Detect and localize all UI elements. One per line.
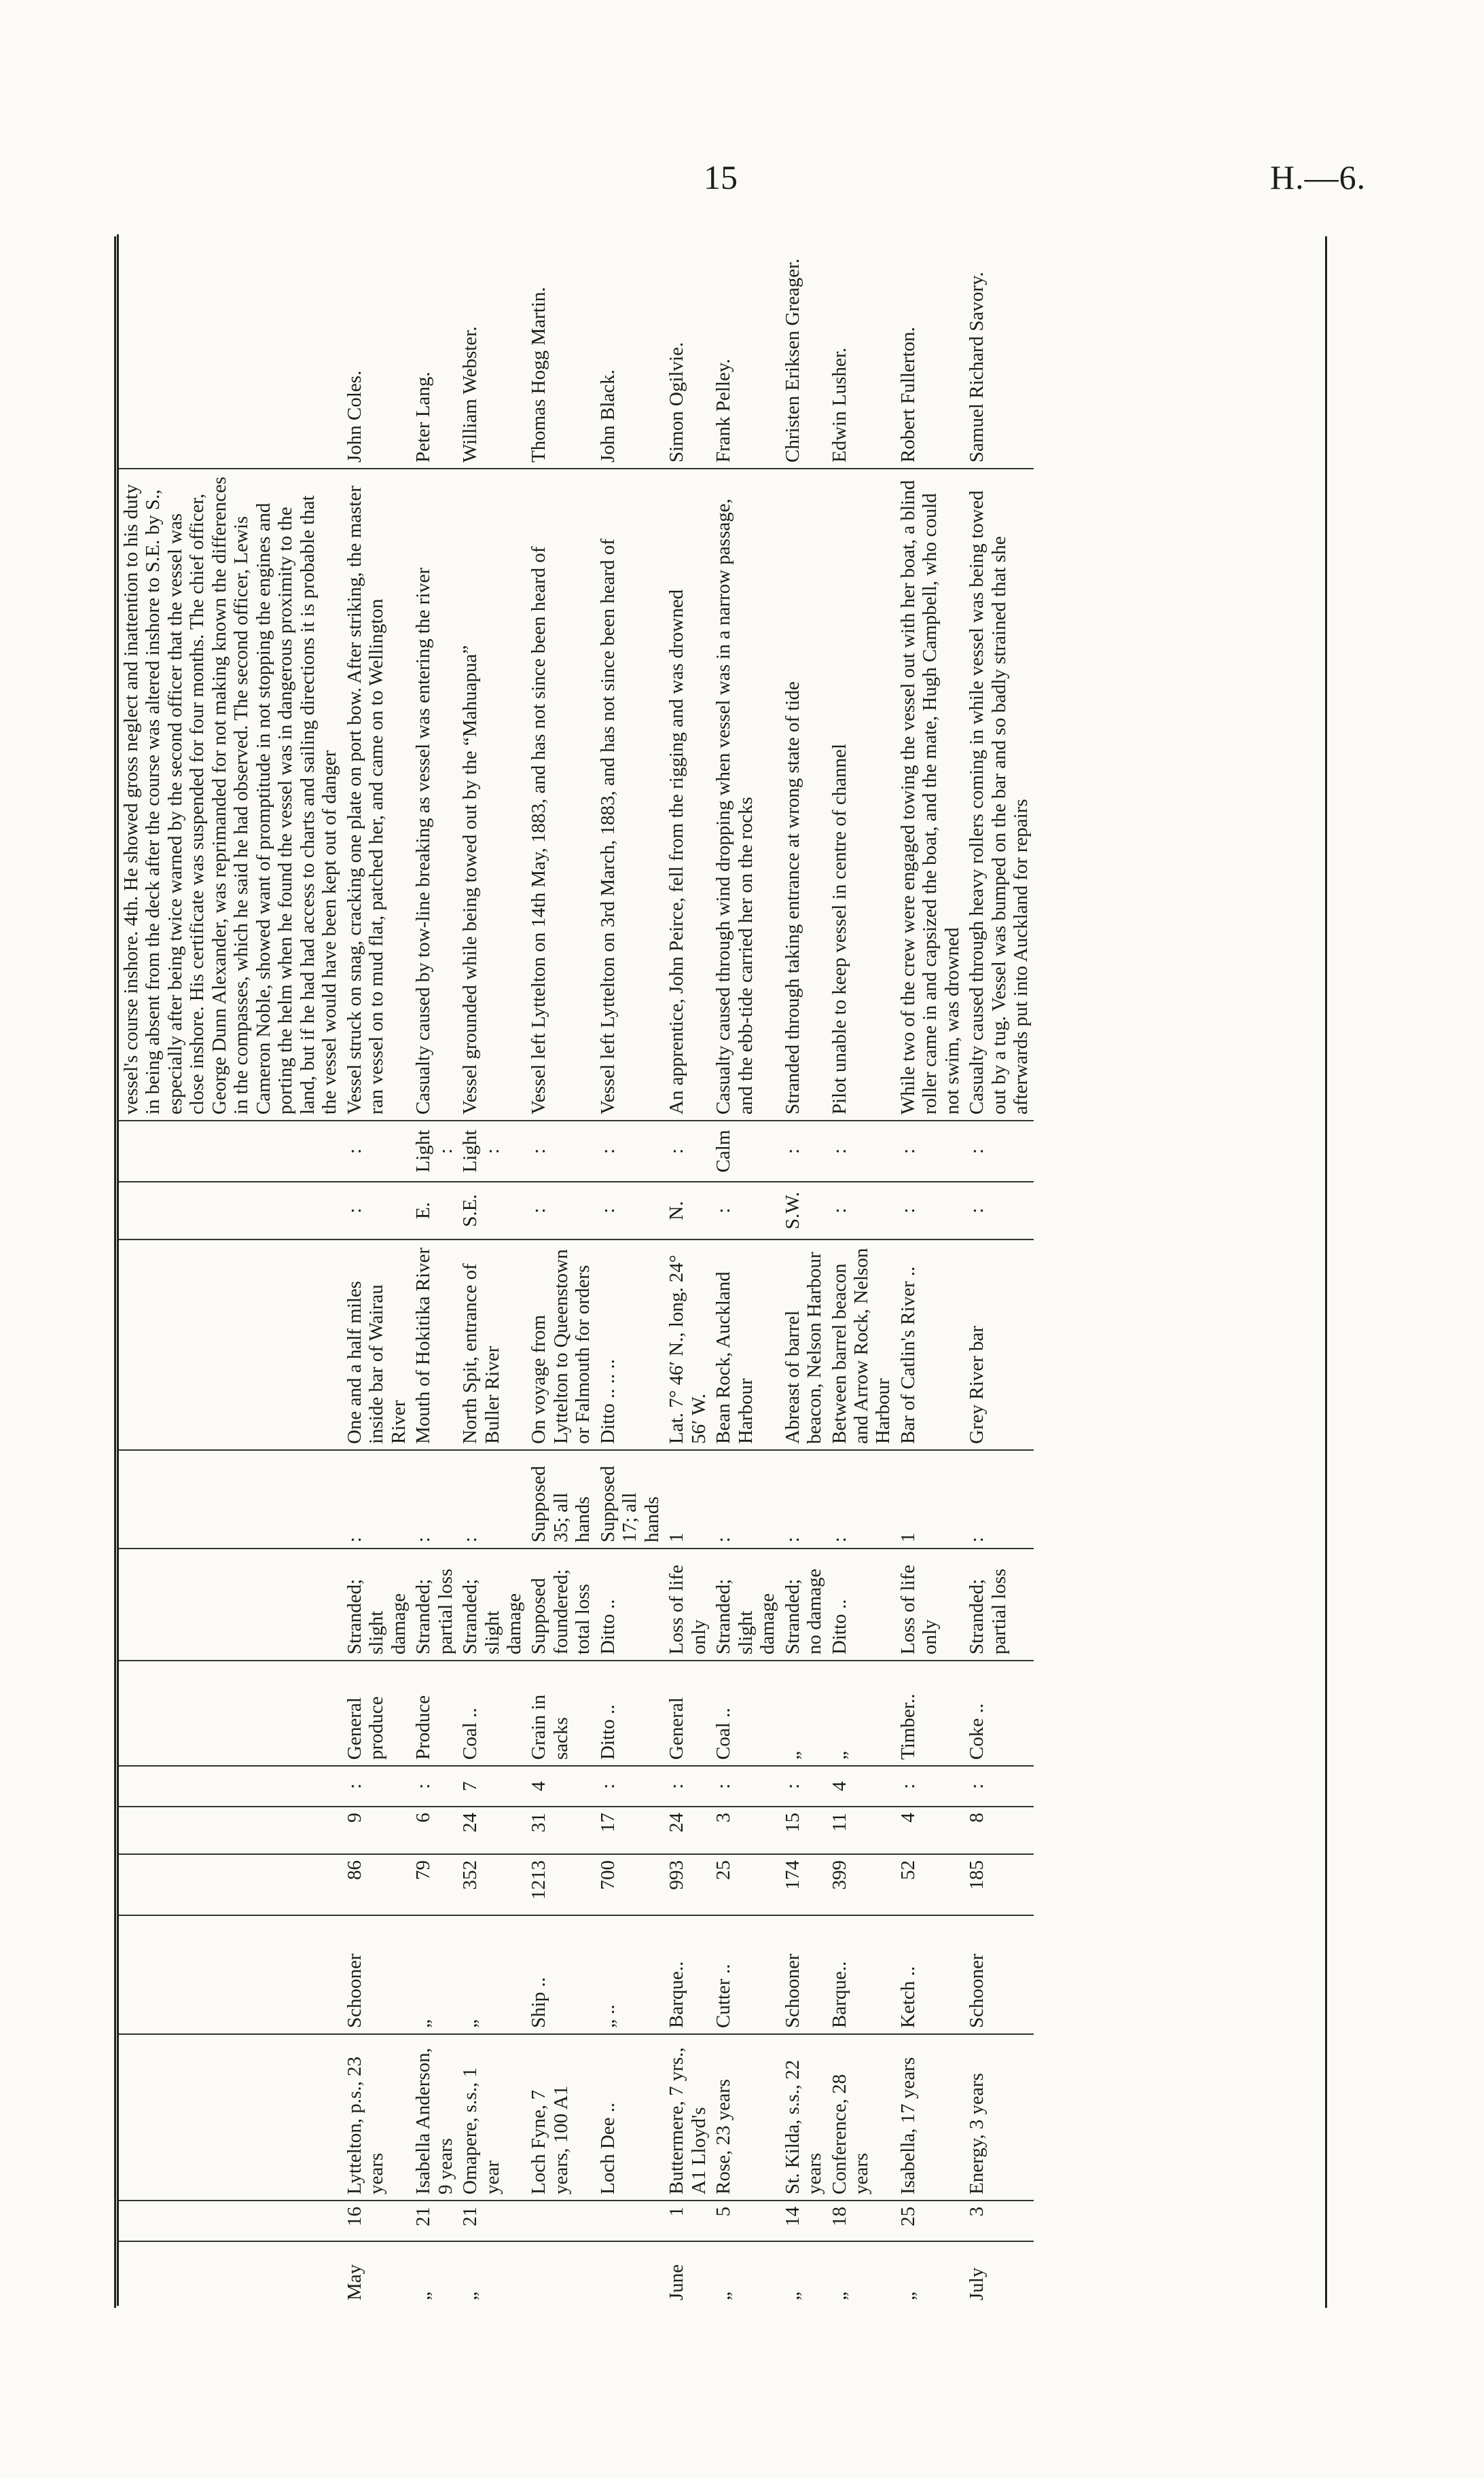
day-cell: 25 xyxy=(896,2201,964,2241)
cargo-cell: Coke .. xyxy=(964,1661,1033,1766)
table-row xyxy=(664,234,711,2306)
cause-cell: While two of the crew were engaged towing the vessel out with her boat, a blind roller came in and capsized the boat, and the mate, Hugh Campbell, who could not swim, was drowned xyxy=(896,469,964,1121)
cause-cell: Vessel struck on snag, cracking one plate on port bow. After striking, the master ran vessel on to mud flat, patched her, and came on to Wellington xyxy=(342,469,411,1121)
tonnage-cell: 174 xyxy=(780,1854,827,1915)
cargo-cell: Timber.. xyxy=(896,1661,964,1766)
wind-direction-cell: S.E. xyxy=(458,1182,526,1240)
vessel-cell: St. Kilda, s.s., 22 years xyxy=(780,2034,827,2201)
wind-direction-cell: E. xyxy=(411,1182,458,1240)
cause-cell: Stranded through taking entrance at wrong state of tide xyxy=(780,469,827,1121)
nature-of-casualty-cell: Ditto .. xyxy=(596,1549,664,1661)
place-cell: Grey River bar xyxy=(964,1240,1033,1450)
cause-cell: Vessel grounded while being towed out by the “Mahuapua” xyxy=(458,469,526,1121)
vessel-cell: Energy, 3 years xyxy=(964,2034,1033,2201)
nature-of-casualty-cell: Ditto .. xyxy=(827,1549,896,1661)
rig-cell: „ .. xyxy=(596,1915,664,2034)
cargo-cell: „ xyxy=(827,1661,896,1766)
vessel-cell: Buttermere, 7 yrs., A1 Lloyd's xyxy=(664,2034,711,2201)
place-cell: Bean Rock, Auckland Harbour xyxy=(711,1240,780,1450)
master-cell: Simon Ogilvie. xyxy=(664,234,711,469)
rig-cell: Schooner xyxy=(780,1915,827,2034)
rig-cell: Schooner xyxy=(964,1915,1033,2034)
nature-of-casualty-cell: Stranded; slight damage xyxy=(458,1549,526,1661)
day-cell xyxy=(526,2201,595,2241)
place-cell: Mouth of Hokitika River xyxy=(411,1240,458,1450)
tonnage-cell: 700 xyxy=(596,1854,664,1915)
tonnage-cell: 52 xyxy=(896,1854,964,1915)
lives-lost-cell xyxy=(119,1450,342,1549)
table-row xyxy=(411,234,458,2306)
page-number: 15 xyxy=(704,158,738,196)
table-row xyxy=(458,234,526,2306)
place-cell: Ditto .. .. .. xyxy=(596,1240,664,1450)
table-row xyxy=(119,234,342,2306)
cargo-cell: Coal .. xyxy=(458,1661,526,1766)
month-cell: „ xyxy=(781,2292,803,2300)
lives-lost-cell: : xyxy=(964,1450,1033,1549)
wind-direction-cell xyxy=(119,1182,342,1240)
tonnage-cell: 399 xyxy=(827,1854,896,1915)
rig-cell: Barque.. xyxy=(827,1915,896,2034)
lives-lost-cell: : xyxy=(411,1450,458,1549)
cargo-cell: Grain in sacks xyxy=(526,1661,595,1766)
tonnage-cell: 352 xyxy=(458,1854,526,1915)
day-cell xyxy=(596,2201,664,2241)
table-row xyxy=(827,234,896,2306)
vessel-cell: Loch Dee .. xyxy=(596,2034,664,2201)
lives-lost-cell: : xyxy=(780,1450,827,1549)
table-row xyxy=(711,234,780,2306)
passengers-cell: 4 xyxy=(526,1766,595,1807)
place-cell: One and a half miles inside bar of Wairau River xyxy=(342,1240,411,1450)
month-cell: „ xyxy=(897,2292,919,2300)
wind-direction-cell: : xyxy=(342,1182,411,1240)
tonnage-cell: 993 xyxy=(664,1854,711,1915)
cargo-cell: General produce xyxy=(342,1661,411,1766)
lives-lost-cell: : xyxy=(827,1450,896,1549)
tonnage-cell: 86 xyxy=(342,1854,411,1915)
cargo-cell: Produce xyxy=(411,1661,458,1766)
nature-of-casualty-cell: Loss of life only xyxy=(896,1549,964,1661)
vessel-cell: Rose, 23 years xyxy=(711,2034,780,2201)
wind-direction-cell: : xyxy=(596,1182,664,1240)
passengers-cell: 4 xyxy=(827,1766,896,1807)
cause-cell: Casualty caused through wind dropping when vessel was in a narrow passage, and the ebb-tide carried her on the rocks xyxy=(711,469,780,1121)
cargo-cell xyxy=(119,1661,342,1766)
table-row xyxy=(964,234,1033,2306)
master-cell: John Black. xyxy=(596,234,664,469)
wind-force-cell: Light : xyxy=(458,1121,526,1182)
month-cell: „ xyxy=(412,2292,435,2300)
vessel-cell: Lyttelton, p.s., 23 years xyxy=(342,2034,411,2201)
crew-cell: 15 xyxy=(780,1807,827,1854)
table-row xyxy=(342,234,411,2306)
passengers-cell: : xyxy=(664,1766,711,1807)
rig-cell xyxy=(119,1915,342,2034)
wind-direction-cell: : xyxy=(896,1182,964,1240)
wind-direction-cell: : xyxy=(827,1182,896,1240)
passengers-cell: : xyxy=(411,1766,458,1807)
wind-force-cell xyxy=(119,1121,342,1182)
wind-force-cell: : xyxy=(964,1121,1033,1182)
wind-force-cell: Light : xyxy=(411,1121,458,1182)
master-cell: Frank Pelley. xyxy=(711,234,780,469)
lives-lost-cell: : xyxy=(711,1450,780,1549)
crew-cell xyxy=(119,1807,342,1854)
rig-cell: Cutter .. xyxy=(711,1915,780,2034)
vessel-cell: Omapere, s.s., 1 year xyxy=(458,2034,526,2201)
master-cell: Thomas Hogg Martin. xyxy=(526,234,595,469)
rig-cell: „ xyxy=(458,1915,526,2034)
wind-direction-cell: : xyxy=(711,1182,780,1240)
master-cell: John Coles. xyxy=(342,234,411,469)
cause-cell: Pilot unable to keep vessel in centre of channel xyxy=(827,469,896,1121)
cause-cell: vessel's course inshore. 4th. He showed gross neglect and inattention to his duty in being absent from the deck after the course was altered inshore to S.E. by S., especially after being twice warned by the second officer that the vessel was close inshore. His certificate was suspended for four months. The chief officer, George Dunn Alexander, was reprimanded for not making known the differences in the compasses, which he said he had observed. The second officer, Lewis Cameron Noble, showed want of promptitude in not stopping the engines and porting the helm when he found the vessel was in dangerous proximity to the land, but if he had had access to charts and sailing directions it is probable that the vessel would have been kept out of danger xyxy=(119,469,342,1121)
cargo-cell: „ xyxy=(780,1661,827,1766)
month-cell xyxy=(526,2241,595,2306)
cause-cell: Vessel left Lyttelton on 3rd March, 1883, and has not since been heard of xyxy=(596,469,664,1121)
tonnage-cell xyxy=(119,1854,342,1915)
cause-cell: An apprentice, John Peirce, fell from the rigging and was drowned xyxy=(664,469,711,1121)
table-row xyxy=(780,234,827,2306)
nature-of-casualty-cell: Stranded; partial loss xyxy=(964,1549,1033,1661)
nature-of-casualty-cell: Supposed foundered; total loss xyxy=(526,1549,595,1661)
passengers-cell: : xyxy=(896,1766,964,1807)
passengers-cell xyxy=(119,1766,342,1807)
vessel-cell xyxy=(119,2034,342,2201)
rig-cell: Schooner xyxy=(342,1915,411,2034)
nature-of-casualty-cell: Stranded; slight damage xyxy=(342,1549,411,1661)
place-cell: Between barrel beacon and Arrow Rock, Nelson Harbour xyxy=(827,1240,896,1450)
wind-force-cell: : xyxy=(596,1121,664,1182)
day-cell: 5 xyxy=(711,2201,780,2241)
nature-of-casualty-cell: Stranded; no damage xyxy=(780,1549,827,1661)
lives-lost-cell: : xyxy=(458,1450,526,1549)
master-cell: Samuel Richard Savory. xyxy=(964,234,1033,469)
wind-direction-cell: : xyxy=(526,1182,595,1240)
day-cell: 21 xyxy=(458,2201,526,2241)
cause-cell: Vessel left Lyttelton on 14th May, 1883, and has not since been heard of xyxy=(526,469,595,1121)
month-cell: „ xyxy=(459,2292,482,2300)
passengers-cell: : xyxy=(711,1766,780,1807)
tonnage-cell: 1213 xyxy=(526,1854,595,1915)
rig-cell: „ xyxy=(411,1915,458,2034)
crew-cell: 17 xyxy=(596,1807,664,1854)
nature-of-casualty-cell: Loss of life only xyxy=(664,1549,711,1661)
table-row xyxy=(526,234,595,2306)
cargo-cell: Coal .. xyxy=(711,1661,780,1766)
crew-cell: 31 xyxy=(526,1807,595,1854)
lives-lost-cell: 1 xyxy=(664,1450,711,1549)
day-cell: 1 xyxy=(664,2201,711,2241)
passengers-cell: : xyxy=(342,1766,411,1807)
wind-direction-cell: : xyxy=(964,1182,1033,1240)
lives-lost-cell: 1 xyxy=(896,1450,964,1549)
wind-force-cell: : xyxy=(780,1121,827,1182)
wind-force-cell: : xyxy=(664,1121,711,1182)
master-cell: Edwin Lusher. xyxy=(827,234,896,469)
cargo-cell: Ditto .. xyxy=(596,1661,664,1766)
nature-of-casualty-cell xyxy=(119,1549,342,1661)
month-cell: June xyxy=(666,2264,688,2300)
place-cell: Abreast of barrel beacon, Nelson Harbour xyxy=(780,1240,827,1450)
wind-force-cell: : xyxy=(827,1121,896,1182)
day-cell: 14 xyxy=(780,2201,827,2241)
day-cell: 16 xyxy=(342,2201,411,2241)
wind-force-cell: Calm xyxy=(711,1121,780,1182)
master-cell: Christen Eriksen Greager. xyxy=(780,234,827,469)
crew-cell: 9 xyxy=(342,1807,411,1854)
place-cell xyxy=(119,1240,342,1450)
crew-cell: 8 xyxy=(964,1807,1033,1854)
vessel-cell: Isabella Anderson, 9 years xyxy=(411,2034,458,2201)
month-cell xyxy=(119,2241,342,2306)
master-cell: Peter Lang. xyxy=(411,234,458,469)
month-cell: „ xyxy=(712,2292,735,2300)
place-cell: Bar of Catlin's River .. xyxy=(896,1240,964,1450)
crew-cell: 11 xyxy=(827,1807,896,1854)
wind-force-cell: : xyxy=(526,1121,595,1182)
vessel-cell: Conference, 28 years xyxy=(827,2034,896,2201)
month-cell xyxy=(596,2241,664,2306)
rig-cell: Barque.. xyxy=(664,1915,711,2034)
master-cell xyxy=(119,234,342,469)
day-cell: 3 xyxy=(964,2201,1033,2241)
passengers-cell: : xyxy=(964,1766,1033,1807)
place-cell: Lat. 7° 46′ N., long. 24° 56′ W. xyxy=(664,1240,711,1450)
table-row xyxy=(896,234,964,2306)
master-cell: Robert Fullerton. xyxy=(896,234,964,469)
wind-direction-cell: S.W. xyxy=(780,1182,827,1240)
nature-of-casualty-cell: Stranded; slight damage xyxy=(711,1549,780,1661)
passengers-cell: 7 xyxy=(458,1766,526,1807)
vessel-cell: Isabella, 17 years xyxy=(896,2034,964,2201)
month-cell: „ xyxy=(828,2292,850,2300)
crew-cell: 24 xyxy=(664,1807,711,1854)
wind-force-cell: : xyxy=(342,1121,411,1182)
nature-of-casualty-cell: Stranded; partial loss xyxy=(411,1549,458,1661)
crew-cell: 24 xyxy=(458,1807,526,1854)
casualty-table xyxy=(117,234,1034,2306)
rig-cell: Ketch .. xyxy=(896,1915,964,2034)
place-cell: North Spit, entrance of Buller River xyxy=(458,1240,526,1450)
casualty-table-rotated xyxy=(117,234,1339,2306)
day-cell xyxy=(119,2201,342,2241)
day-cell: 18 xyxy=(827,2201,896,2241)
cargo-cell: General xyxy=(664,1661,711,1766)
day-cell: 21 xyxy=(411,2201,458,2241)
passengers-cell: : xyxy=(780,1766,827,1807)
master-cell: William Webster. xyxy=(458,234,526,469)
tonnage-cell: 79 xyxy=(411,1854,458,1915)
rig-cell: Ship .. xyxy=(526,1915,595,2034)
document-reference: H.—6. xyxy=(1270,158,1367,196)
crew-cell: 3 xyxy=(711,1807,780,1854)
vessel-cell: Loch Fyne, 7 years, 100 A1 xyxy=(526,2034,595,2201)
lives-lost-cell: : xyxy=(342,1450,411,1549)
tonnage-cell: 25 xyxy=(711,1854,780,1915)
month-cell: May xyxy=(343,2264,365,2300)
place-cell: On voyage from Lyttelton to Queenstown or Falmouth for orders xyxy=(526,1240,595,1450)
tonnage-cell: 185 xyxy=(964,1854,1033,1915)
wind-direction-cell: N. xyxy=(664,1182,711,1240)
cause-cell: Casualty caused by tow-line breaking as vessel was entering the river xyxy=(411,469,458,1121)
table-row xyxy=(596,234,664,2306)
month-cell: July xyxy=(966,2267,988,2300)
wind-force-cell: : xyxy=(896,1121,964,1182)
passengers-cell: : xyxy=(596,1766,664,1807)
crew-cell: 6 xyxy=(411,1807,458,1854)
lives-lost-cell: Supposed 17; all hands xyxy=(596,1450,664,1549)
crew-cell: 4 xyxy=(896,1807,964,1854)
lives-lost-cell: Supposed 35; all hands xyxy=(526,1450,595,1549)
cause-cell: Casualty caused through heavy rollers coming in while vessel was being towed out by a tug. Vessel was bumped on the bar and so badly strained that she afterwards put into Auckland for repairs xyxy=(964,469,1033,1121)
